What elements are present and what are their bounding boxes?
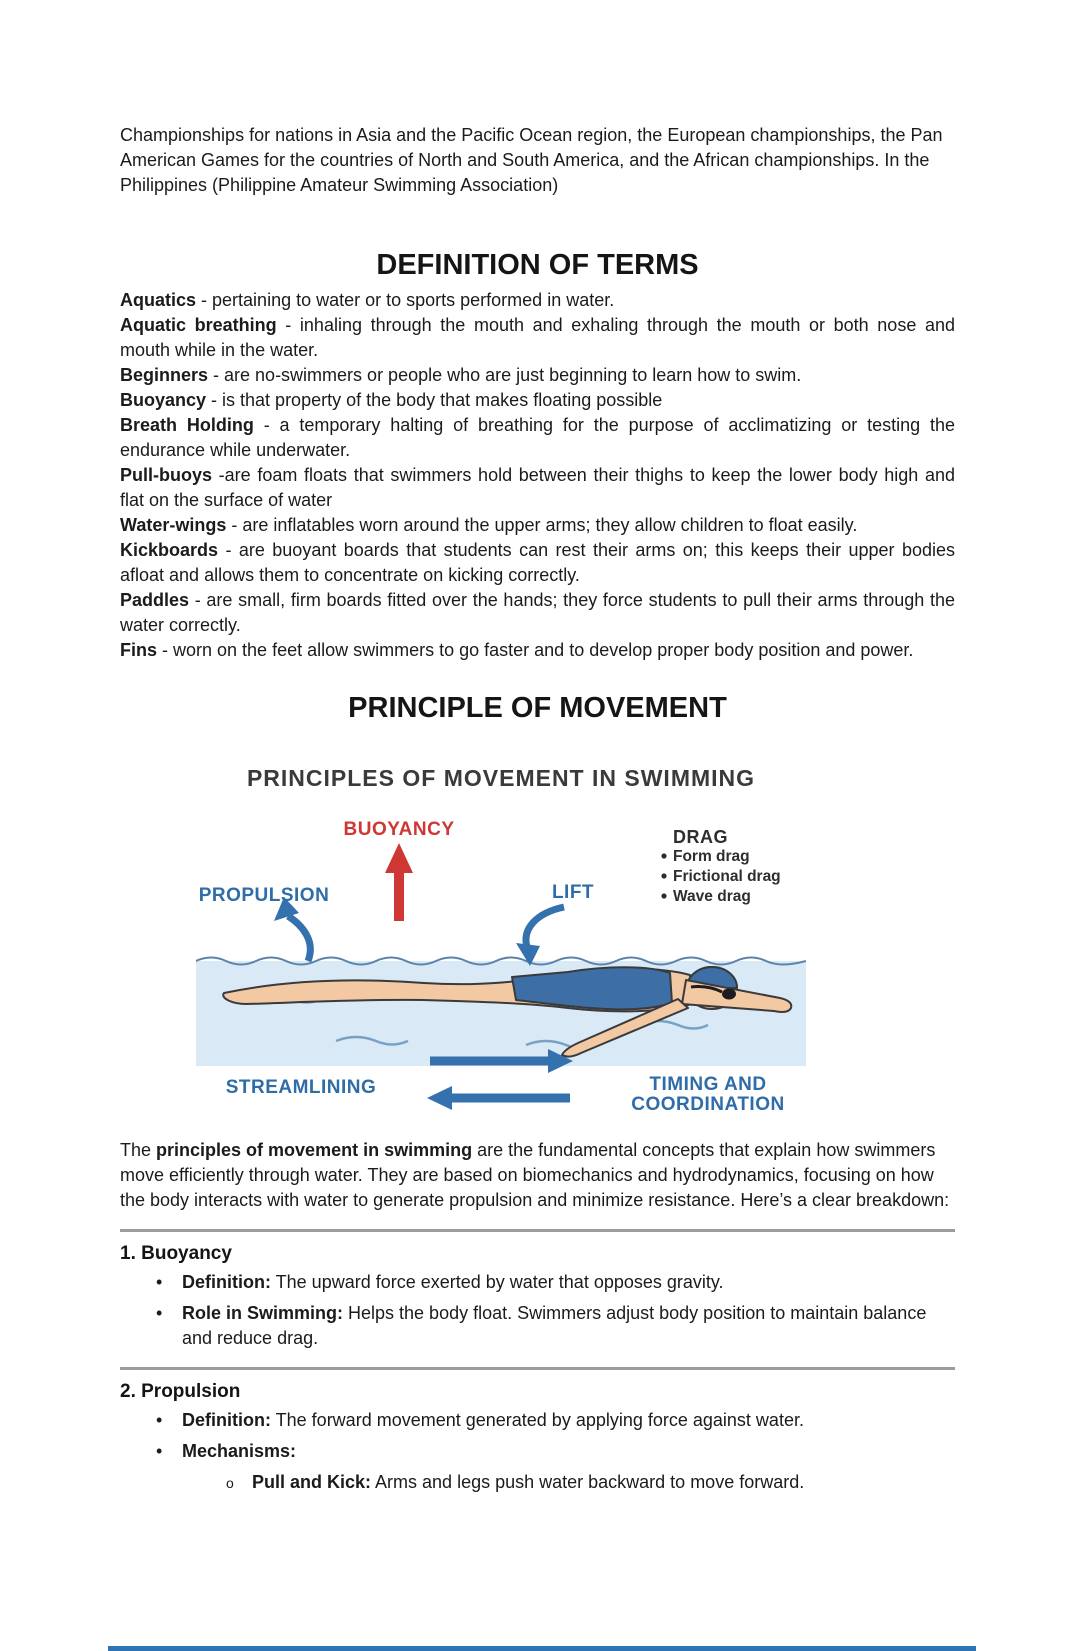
- bullet-dot: [661, 853, 666, 858]
- diagram-title: PRINCIPLES OF MOVEMENT IN SWIMMING: [246, 765, 756, 791]
- drag-item-frictional: Frictional drag: [673, 868, 781, 885]
- definition-text: - are buoyant boards that students can rest their arms on; this keeps their upper bodies afloat and allows them to concentrate on kicking correctly.: [120, 540, 955, 585]
- swimming-principles-diagram: [196, 763, 806, 1118]
- goggles-icon: [722, 989, 736, 1000]
- heading-definition-of-terms: DEFINITION OF TERMS: [376, 249, 699, 281]
- definition-pull-buoys: [120, 463, 955, 513]
- drag-item-form: Form drag: [673, 848, 750, 865]
- heading-principle-of-movement: PRINCIPLE OF MOVEMENT: [348, 692, 727, 724]
- propulsion-arrow: [288, 916, 310, 961]
- label-propulsion: PROPULSION: [198, 885, 330, 906]
- buoyancy-bullet-list: [120, 1270, 955, 1351]
- definition-water-wings: [120, 513, 955, 538]
- label-lift: LIFT: [551, 882, 595, 903]
- breakdown-intro-paragraph: [120, 1138, 955, 1213]
- definition-text: - inhaling through the mouth and exhaling through the mouth or both nose and mouth while in the water.: [120, 315, 955, 360]
- term: Pull-buoys: [120, 465, 213, 485]
- bullet-label: Definition:: [182, 1272, 271, 1292]
- definitions-list: [120, 288, 955, 663]
- term: Fins: [120, 640, 158, 660]
- bullet-text: The forward movement generated by applying force against water.: [270, 1410, 804, 1430]
- bullet-item: [120, 1301, 955, 1351]
- intro-paragraph: Championships for nations in Asia and the Pacific Ocean region, the European championships, the Pan American Games for the countries of North and South America, and the African championships. In the Philippines (Philippine Amateur Swimming Association): [120, 125, 943, 195]
- term: Breath Holding: [120, 415, 254, 435]
- term: Kickboards: [120, 540, 219, 560]
- bullet-label: Definition:: [182, 1410, 271, 1430]
- definition-aquatics: [120, 288, 955, 313]
- section-heading-buoyancy: 1. Buoyancy: [120, 1243, 232, 1264]
- label-timing-line2: COORDINATION: [631, 1094, 785, 1113]
- intro-bold: principles of movement in swimming: [156, 1140, 473, 1160]
- definition-text: - a temporary halting of breathing for the purpose of acclimatizing or testing the endurance while underwater.: [120, 415, 955, 460]
- definition-text: - is that property of the body that makes floating possible: [206, 390, 663, 410]
- term: Water-wings: [120, 515, 227, 535]
- bullet-item: [120, 1270, 955, 1295]
- section-heading-propulsion: 2. Propulsion: [120, 1381, 241, 1402]
- propulsion-bullet-list: [120, 1408, 955, 1464]
- sub-bullet-label: Pull and Kick:: [252, 1472, 372, 1492]
- bullet-dot: [661, 893, 666, 898]
- intro-rest: are the fundamental concepts that explain how swimmers move efficiently through water. They are based on biomechanics and hydrodynamics, focusing on how the body interacts with water to generate propulsion and minimize resistance. Here’s a clear breakdown:: [120, 1140, 950, 1210]
- section-divider: [120, 1367, 955, 1370]
- label-timing-line1: TIMING AND: [649, 1074, 767, 1095]
- cutoff-next-element-bar: [108, 1646, 976, 1651]
- section-divider: [120, 1229, 955, 1232]
- definition-buoyancy: [120, 388, 955, 413]
- sub-bullet-text: Arms and legs push water backward to move forward.: [371, 1472, 805, 1492]
- term: Aquatics: [120, 290, 197, 310]
- definition-paddles: [120, 588, 955, 638]
- propulsion-sub-bullet-list: [120, 1470, 955, 1495]
- definition-text: - are small, firm boards fitted over the hands; they force students to pull their arms through the water correctly.: [120, 590, 955, 635]
- buoyancy-up-arrow: [385, 843, 413, 921]
- term: Aquatic breathing: [120, 315, 277, 335]
- label-drag: DRAG: [673, 827, 728, 847]
- drag-item-wave: Wave drag: [673, 888, 751, 905]
- definition-text: - are inflatables worn around the upper arms; they allow children to float easily.: [226, 515, 858, 535]
- definition-kickboards: [120, 538, 955, 588]
- label-buoyancy: BUOYANCY: [343, 819, 455, 840]
- bullet-item: [120, 1408, 955, 1433]
- diagram-canvas: [196, 803, 806, 1113]
- term: Paddles: [120, 590, 190, 610]
- lift-arrow: [526, 907, 564, 947]
- definition-text: -are foam floats that swimmers hold between their thighs to keep the lower body high and flat on the surface of water: [120, 465, 955, 510]
- label-streamlining: STREAMLINING: [225, 1077, 377, 1098]
- bullet-item: [120, 1439, 955, 1464]
- bullet-dot: [661, 873, 666, 878]
- definition-breath-holding: [120, 413, 955, 463]
- breakdown-section-propulsion: [120, 1380, 955, 1495]
- bullet-label: Role in Swimming:: [182, 1303, 344, 1323]
- definition-text: - worn on the feet allow swimmers to go faster and to develop proper body position and power.: [157, 640, 914, 660]
- definition-aquatic-breathing: [120, 313, 955, 363]
- definition-beginners: [120, 363, 955, 388]
- definition-fins: [120, 638, 955, 663]
- breakdown-section-buoyancy: [120, 1242, 955, 1351]
- bullet-text: The upward force exerted by water that opposes gravity.: [270, 1272, 724, 1292]
- intro-prefix: The: [120, 1140, 157, 1160]
- term: Beginners: [120, 365, 209, 385]
- bullet-label: Mechanisms:: [182, 1441, 297, 1461]
- definition-text: - are no-swimmers or people who are just beginning to learn how to swim.: [208, 365, 802, 385]
- bullet-text: Helps the body float. Swimmers adjust body position to maintain balance and reduce drag.: [182, 1303, 927, 1348]
- sub-bullet-item: [120, 1470, 955, 1495]
- definition-text: - pertaining to water or to sports performed in water.: [196, 290, 615, 310]
- term: Buoyancy: [120, 390, 207, 410]
- backward-motion-arrowhead: [427, 1086, 452, 1110]
